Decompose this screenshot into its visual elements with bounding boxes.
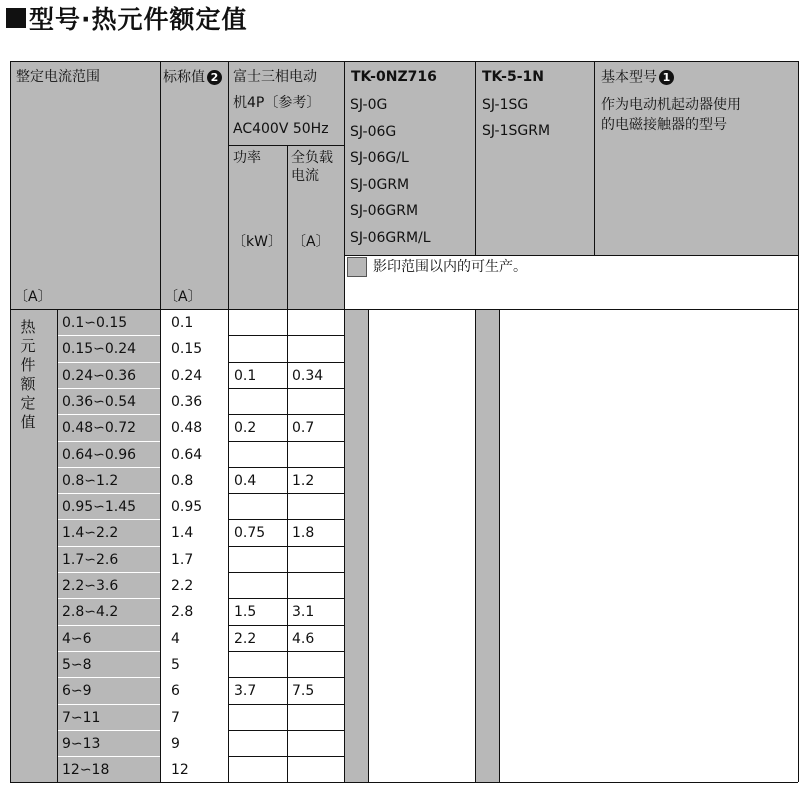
row-divider <box>228 362 344 363</box>
legend-shade-swatch <box>347 257 367 277</box>
header-motor-line: 机4P〔参考〕 <box>233 95 321 111</box>
row-setting-range: 9∽13 <box>62 735 101 752</box>
row-nominal: 9 <box>171 735 180 752</box>
header-motor-line: 富士三相电动 <box>233 69 317 85</box>
basic-model-desc: 的电磁接触器的型号 <box>601 117 727 133</box>
table-top-border <box>10 61 798 62</box>
header-nominal: 标称值 2 <box>163 70 222 85</box>
column-divider <box>798 61 799 782</box>
row-current: 4.6 <box>292 630 315 647</box>
note-2-icon: 2 <box>207 70 222 85</box>
tk0-model: SJ-0G <box>350 97 388 113</box>
header-nominal-unit: 〔A〕 <box>164 289 202 305</box>
tk0-model: SJ-0GRM <box>350 176 410 193</box>
row-nominal: 0.48 <box>171 420 203 437</box>
row-setting-range: 12∽18 <box>62 762 110 779</box>
column-divider <box>287 145 288 782</box>
basic-model-desc: 作为电动机起动器使用 <box>601 97 741 113</box>
row-divider-light <box>57 467 160 468</box>
row-divider <box>228 414 344 415</box>
row-setting-range: 0.24∽0.36 <box>62 367 137 384</box>
table-bottom-border <box>10 782 798 783</box>
side-label: 热元件额定值 <box>20 318 36 431</box>
row-divider <box>228 651 344 652</box>
row-nominal: 0.8 <box>171 472 194 489</box>
row-divider-light <box>57 493 160 494</box>
row-setting-range: 0.1∽0.15 <box>62 315 128 331</box>
row-nominal: 4 <box>171 630 180 647</box>
row-setting-range: 0.64∽0.96 <box>62 446 137 463</box>
row-nominal: 1.7 <box>171 551 194 568</box>
column-divider <box>57 309 58 782</box>
row-divider-light <box>57 730 160 731</box>
row-setting-range: 0.15∽0.24 <box>62 341 137 358</box>
row-power: 2.2 <box>234 630 257 647</box>
row-setting-range: 0.48∽0.72 <box>62 420 137 437</box>
column-divider <box>499 309 500 782</box>
row-nominal: 5 <box>171 656 180 673</box>
row-setting-range: 0.36∽0.54 <box>62 393 137 410</box>
row-divider-light <box>57 598 160 599</box>
tk5-model: SJ-1SG <box>482 97 529 113</box>
row-divider <box>228 625 344 626</box>
row-power: 0.1 <box>234 367 257 384</box>
row-current: 1.2 <box>292 472 315 489</box>
row-current: 0.7 <box>292 420 315 437</box>
row-divider-light <box>57 677 160 678</box>
header-current-unit: 〔A〕 <box>292 234 330 250</box>
tk5-shade-column <box>475 309 499 782</box>
row-current: 7.5 <box>292 683 315 700</box>
column-divider <box>10 61 11 782</box>
row-nominal: 1.4 <box>171 525 194 542</box>
header-full-load-current: 全负载 <box>291 150 333 166</box>
row-nominal: 7 <box>171 709 180 726</box>
column-divider <box>160 61 161 782</box>
row-nominal: 0.15 <box>171 341 203 358</box>
header-motor-line: AC400V 50Hz <box>233 121 329 137</box>
header-power-unit: 〔kW〕 <box>232 234 282 250</box>
tk0-model: SJ-06GRM/L <box>350 229 431 246</box>
row-divider <box>228 677 344 678</box>
tk0-model: SJ-06G/L <box>350 150 409 166</box>
row-divider-light <box>57 362 160 363</box>
column-divider <box>594 61 595 255</box>
motor-sub-header-border <box>228 145 344 146</box>
column-divider <box>368 309 369 782</box>
row-divider-light <box>57 572 160 573</box>
row-current: 1.8 <box>292 525 315 542</box>
header-tk5: TK-5-1N <box>482 69 545 85</box>
row-divider-light <box>57 651 160 652</box>
column-divider <box>228 61 229 782</box>
row-current: 0.34 <box>292 367 324 384</box>
row-nominal: 6 <box>171 683 180 700</box>
header-bottom-border <box>10 309 798 310</box>
header-tk0: TK-0NZ716 <box>351 69 437 85</box>
row-setting-range: 5∽8 <box>62 656 92 673</box>
row-divider-light <box>57 625 160 626</box>
row-divider-light <box>57 441 160 442</box>
row-setting-range: 0.95∽1.45 <box>62 499 137 516</box>
row-divider <box>228 493 344 494</box>
row-setting-range: 2.2∽3.6 <box>62 578 119 594</box>
row-setting-range: 6∽9 <box>62 683 92 700</box>
row-power: 0.4 <box>234 472 257 489</box>
row-setting-range: 1.4∽2.2 <box>62 525 119 542</box>
header-basic-model: 基本型号 1 <box>601 70 674 85</box>
row-nominal: 0.24 <box>171 367 203 384</box>
row-setting-range: 7∽11 <box>62 709 101 726</box>
row-divider <box>228 388 344 389</box>
row-nominal: 0.1 <box>171 315 194 331</box>
square-bullet-icon <box>6 8 26 28</box>
row-divider-light <box>57 519 160 520</box>
row-divider-light <box>57 756 160 757</box>
row-power: 0.75 <box>234 525 266 542</box>
row-divider-light <box>57 335 160 336</box>
row-divider <box>228 335 344 336</box>
row-divider <box>228 467 344 468</box>
row-divider <box>228 756 344 757</box>
row-nominal: 12 <box>171 762 189 779</box>
row-nominal: 2.2 <box>171 578 194 594</box>
page-title <box>6 2 248 34</box>
tk0-shade-column <box>344 309 368 782</box>
row-setting-range: 0.8∽1.2 <box>62 472 119 489</box>
row-divider-light <box>57 414 160 415</box>
row-divider <box>228 441 344 442</box>
row-nominal: 0.64 <box>171 446 203 463</box>
row-setting-range: 2.8∽4.2 <box>62 604 119 621</box>
note-1-icon: 1 <box>659 70 674 85</box>
header-setting-range: 整定电流范围 <box>16 69 100 85</box>
row-divider <box>228 730 344 731</box>
column-divider <box>475 309 476 782</box>
page-title-text: 型号·热元件额定值 <box>29 5 248 34</box>
legend-text: 影印范围以内的可生产。 <box>373 259 527 275</box>
header-full-load-current: 电流 <box>291 168 319 184</box>
row-divider <box>228 546 344 547</box>
tk0-model: SJ-06G <box>350 123 397 140</box>
tk5-model: SJ-1SGRM <box>482 123 551 139</box>
row-power: 3.7 <box>234 683 257 700</box>
column-divider <box>475 61 476 255</box>
legend-top-border <box>344 255 798 256</box>
row-power: 1.5 <box>234 604 257 621</box>
tk0-model: SJ-06GRM <box>350 203 419 219</box>
header-setting-range-unit: 〔A〕 <box>14 289 52 305</box>
row-divider-light <box>57 704 160 705</box>
row-divider-light <box>57 388 160 389</box>
row-setting-range: 1.7∽2.6 <box>62 551 119 568</box>
row-current: 3.1 <box>292 604 315 621</box>
row-nominal: 0.95 <box>171 499 203 516</box>
row-divider <box>228 704 344 705</box>
header-power: 功率 <box>233 150 261 166</box>
row-nominal: 2.8 <box>171 604 194 621</box>
row-nominal: 0.36 <box>171 393 203 410</box>
row-divider <box>228 572 344 573</box>
column-divider <box>344 61 345 782</box>
row-divider-light <box>57 546 160 547</box>
row-divider <box>228 519 344 520</box>
row-setting-range: 4∽6 <box>62 630 92 647</box>
row-divider <box>228 598 344 599</box>
row-power: 0.2 <box>234 420 257 437</box>
